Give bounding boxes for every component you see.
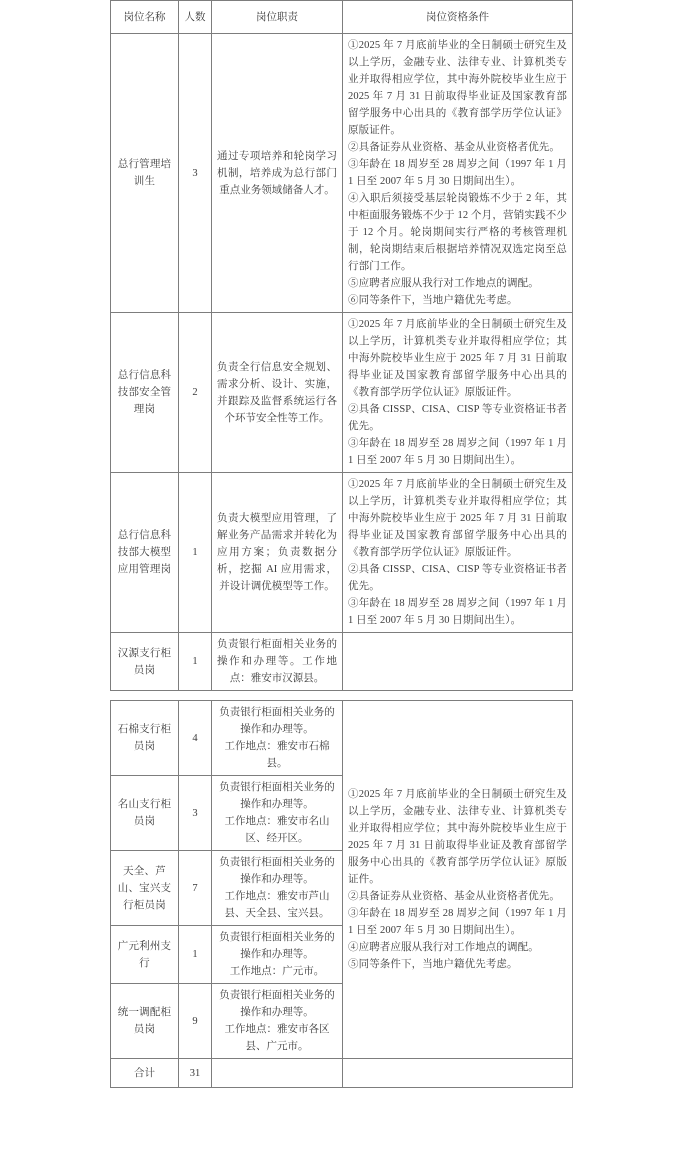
qualification-item: ①2025 年 7 月底前毕业的全日制硕士研究生及以上学历，金融专业、法律专业、计算机类专业并取得相应学位；其中海外院校毕业生应于 2025 年 7 月 31 日前取得毕业证及教育部留学服务中心出具的《教育部学历学位认证》原版证件。 — [348, 789, 567, 885]
position-headcount: 9 — [179, 984, 212, 1059]
position-duties: 负责全行信息安全规划、需求分析、设计、实施，并跟踪及监督系统运行各个环节安全性等工作。 — [212, 313, 343, 473]
total-qualifications-blank — [343, 1059, 573, 1088]
table-row — [111, 313, 573, 473]
table-total-row — [111, 1059, 573, 1088]
position-name: 汉源支行柜员岗 — [111, 633, 179, 691]
qualification-item: ③年龄在 18 周岁至 28 周岁之间（1997 年 1 月 1 日至 2007 年 5 月 30 日期间出生）。 — [348, 438, 567, 466]
qualification-item: ⑥同等条件下，当地户籍优先考虑。 — [348, 295, 518, 306]
position-headcount: 3 — [179, 34, 212, 313]
qualification-item: ⑤应聘者应服从我行对工作地点的调配。 — [348, 278, 539, 289]
position-qualifications — [343, 473, 573, 633]
qualification-item: ④应聘者应服从我行对工作地点的调配。 — [348, 942, 539, 953]
qualification-item: ⑤同等条件下，当地户籍优先考虑。 — [348, 959, 518, 970]
position-headcount: 2 — [179, 313, 212, 473]
table-row — [111, 633, 573, 691]
qualification-item: ②具备证券从业资格、基金从业资格者优先。 — [348, 891, 560, 902]
position-headcount: 1 — [179, 926, 212, 984]
qualification-item: ③年龄在 18 周岁至 28 周岁之间（1997 年 1 月 1 日至 2007 年 5 月 30 日期间出生）。 — [348, 598, 567, 626]
qualification-item: ②具备 CISSP、CISA、CISP 等专业资格证书者优先。 — [348, 404, 567, 432]
qualification-item: ②具备证券从业资格、基金从业资格者优先。 — [348, 142, 560, 153]
position-name: 石棉支行柜员岗 — [111, 701, 179, 776]
position-name: 天全、芦山、宝兴支行柜员岗 — [111, 851, 179, 926]
position-name: 总行信息科技部大模型应用管理岗 — [111, 473, 179, 633]
position-headcount: 3 — [179, 776, 212, 851]
column-header-headcount: 人数 — [179, 1, 212, 34]
position-headcount: 4 — [179, 701, 212, 776]
position-duties: 负责银行柜面相关业务的操作和办理等。工作地点：雅安市汉源县。 — [212, 633, 343, 691]
position-name: 统一调配柜员岗 — [111, 984, 179, 1059]
position-duties: 负责银行柜面相关业务的操作和办理等。 工作地点：雅安市各区县、广元市。 — [212, 984, 343, 1059]
position-headcount: 1 — [179, 633, 212, 691]
qualification-item: ①2025 年 7 月底前毕业的全日制硕士研究生及以上学历，计算机类专业并取得相应学位；其中海外院校毕业生应于 2025 年 7 月 31 日前取得毕业证及国家教育部留学服务中心出具的《教育部学历学位认证》原版证件。 — [348, 479, 567, 558]
column-header-qualifications: 岗位资格条件 — [343, 1, 573, 34]
total-duties-blank — [212, 1059, 343, 1088]
table-row — [111, 473, 573, 633]
position-duties: 负责大模型应用管理，了解业务产品需求并转化为应用方案；负责数据分析，挖掘 AI 应用需求，并设计调优模型等工作。 — [212, 473, 343, 633]
position-headcount: 7 — [179, 851, 212, 926]
qualification-item: ④入职后须接受基层轮岗锻炼不少于 2 年，其中柜面服务锻炼不少于 12 个月，营销实践不少于 12 个月。轮岗期间实行严格的考核管理机制，轮岗期结束后根据培养情况双选定岗至总行部门工作。 — [348, 193, 567, 272]
position-qualifications — [343, 701, 573, 1059]
position-duties: 负责银行柜面相关业务的操作和办理等。 工作地点：雅安市芦山县、天全县、宝兴县。 — [212, 851, 343, 926]
qualification-item: ③年龄在 18 周岁至 28 周岁之间（1997 年 1 月 1 日至 2007 年 5 月 30 日期间出生）。 — [348, 908, 567, 936]
recruitment-table-part-1 — [110, 0, 573, 691]
position-name: 总行信息科技部安全管理岗 — [111, 313, 179, 473]
qualification-item: ①2025 年 7 月底前毕业的全日制硕士研究生及以上学历，计算机类专业并取得相应学位；其中海外院校毕业生应于 2025 年 7 月 31 日前取得毕业证及国家教育部留学服务中心出具的《教育部学历学位认证》原版证件。 — [348, 319, 567, 398]
qualification-item: ②具备 CISSP、CISA、CISP 等专业资格证书者优先。 — [348, 564, 567, 592]
position-duties: 通过专项培养和轮岗学习机制，培养成为总行部门重点业务领域储备人才。 — [212, 34, 343, 313]
position-duties: 负责银行柜面相关业务的操作和办理等。 工作地点：雅安市名山区、经开区。 — [212, 776, 343, 851]
recruitment-table-part-2 — [110, 700, 573, 1088]
table-section-gap — [110, 691, 572, 700]
total-headcount: 31 — [179, 1059, 212, 1088]
position-headcount: 1 — [179, 473, 212, 633]
table-row — [111, 34, 573, 313]
position-qualifications — [343, 633, 573, 691]
table-header-row — [111, 1, 573, 34]
total-label: 合计 — [111, 1059, 179, 1088]
qualification-item: ①2025 年 7 月底前毕业的全日制硕士研究生及以上学历，金融专业、法律专业、计算机类专业并取得相应学位，其中海外院校毕业生应于 2025 年 7 月 31 日前取得毕业证及国家教育部留学服务中心出具的《教育部学历学位认证》原版证件。 — [348, 40, 567, 136]
position-name: 广元利州支行 — [111, 926, 179, 984]
position-qualifications — [343, 34, 573, 313]
position-name: 名山支行柜员岗 — [111, 776, 179, 851]
table-row — [111, 701, 573, 776]
position-duties: 负责银行柜面相关业务的操作和办理等。 工作地点：雅安市石棉县。 — [212, 701, 343, 776]
position-duties: 负责银行柜面相关业务的操作和办理等。 工作地点：广元市。 — [212, 926, 343, 984]
column-header-duties: 岗位职责 — [212, 1, 343, 34]
recruitment-table-document — [110, 0, 572, 1088]
qualification-item: ③年龄在 18 周岁至 28 周岁之间（1997 年 1 月 1 日至 2007 年 5 月 30 日期间出生）。 — [348, 159, 567, 187]
position-qualifications — [343, 313, 573, 473]
position-name: 总行管理培训生 — [111, 34, 179, 313]
column-header-position-name: 岗位名称 — [111, 1, 179, 34]
